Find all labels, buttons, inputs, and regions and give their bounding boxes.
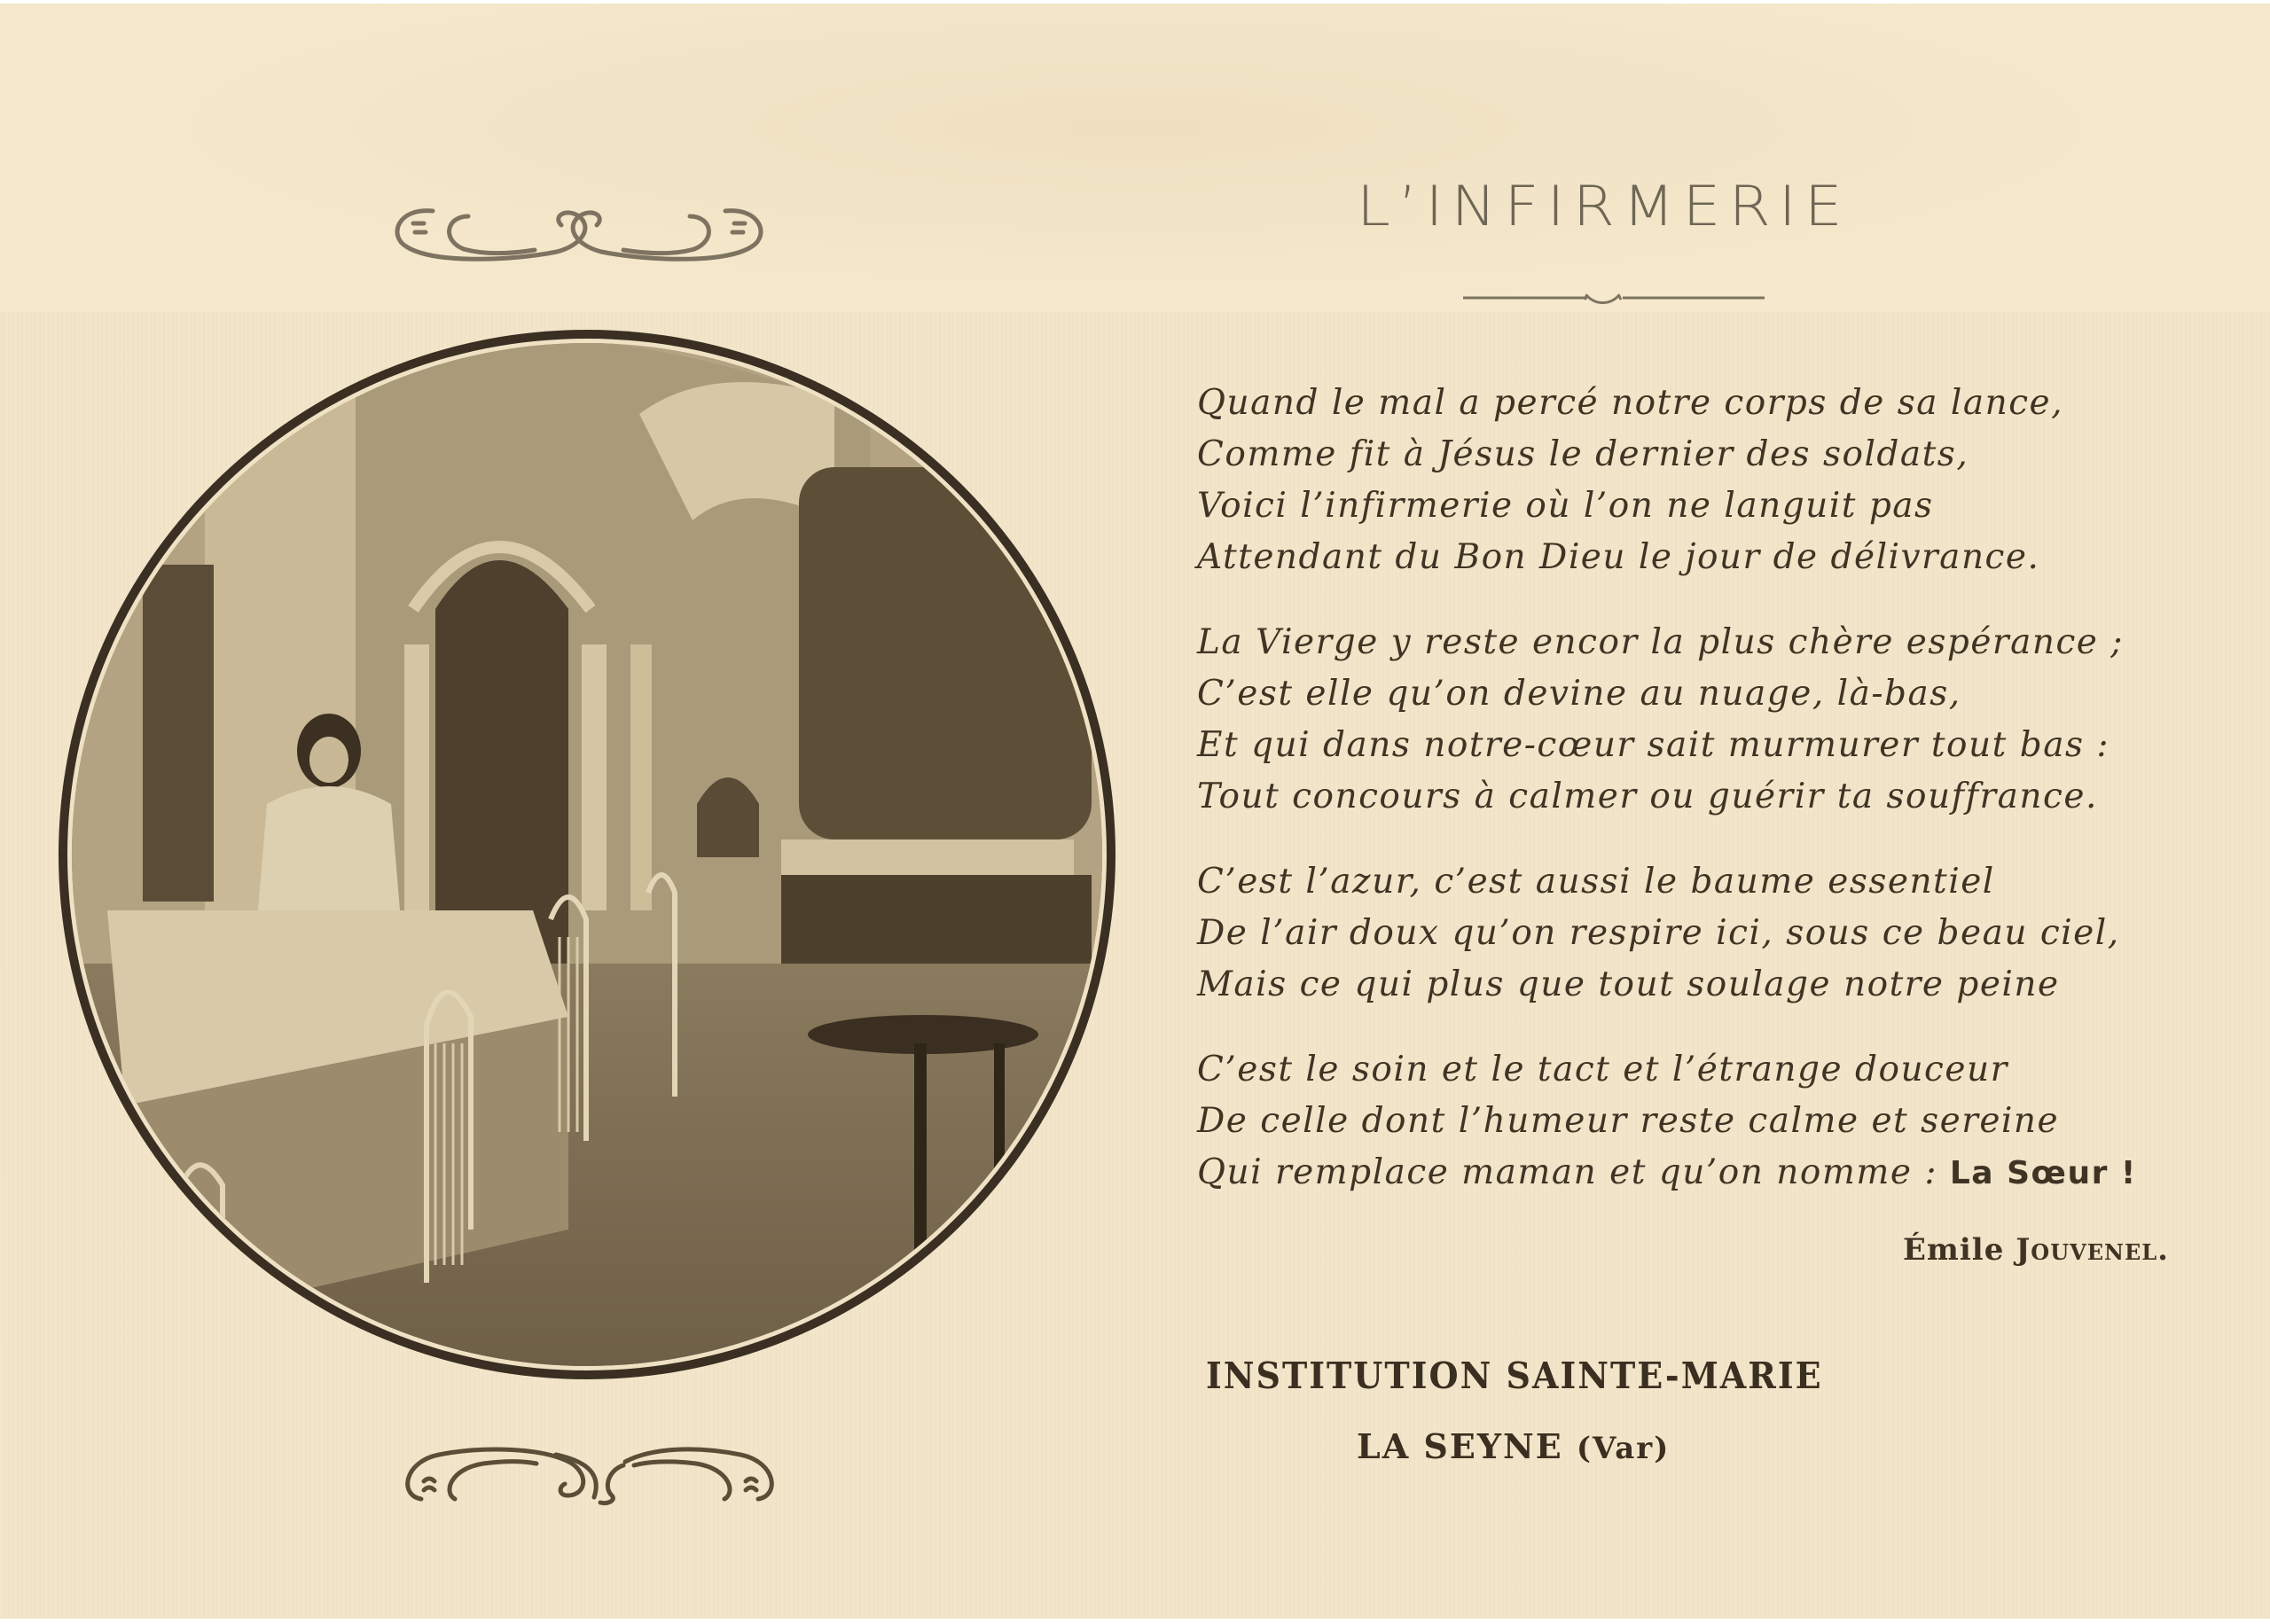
author-last-name: Jouvenel. [2016, 1232, 2169, 1268]
poem-line [1197, 1147, 2217, 1198]
institution-location [1357, 1426, 1670, 1466]
poem-line: La Vierge y reste encor la plus chère espérance ; [1197, 622, 2124, 662]
poem-line: Voici l’infirmerie où l’on ne languit pas [1197, 486, 1934, 526]
postcard-page [0, 4, 2270, 1619]
city-name: LA SEYNE [1357, 1426, 1563, 1466]
flourish-ornament-top-icon [380, 200, 779, 271]
poem-line: Attendant du Bon Dieu le jour de délivrance. [1197, 537, 2040, 577]
poem-stanza-4 [1197, 1044, 2217, 1198]
poem-line: C’est le soin et le tact et l’étrange douceur [1197, 1050, 2008, 1089]
title-underline-ornament-icon [1454, 287, 1773, 312]
poem-line: Quand le mal a percé notre corps de sa lance, [1197, 383, 2064, 423]
header-band [0, 4, 2270, 312]
poem-line: C’est elle qu’on devine au nuage, là-bas, [1197, 674, 1961, 714]
poem-line: Mais ce qui plus que tout soulage notre peine [1197, 964, 2060, 1004]
poem-stanza-3 [1197, 856, 2217, 1011]
poem-line: Tout concours à calmer ou guérir ta souffrance. [1197, 777, 2098, 816]
author-first-name: Émile [1903, 1232, 2005, 1268]
department-name: (Var) [1576, 1431, 1671, 1466]
photo-frame [59, 330, 1115, 1379]
poem-line: Et qui dans notre-cœur sait murmurer tout bas : [1197, 725, 2110, 765]
poem-stanza-2 [1197, 617, 2217, 823]
poem-stanza-1 [1197, 378, 2217, 583]
poem-line-text: Qui remplace maman et qu’on nomme : [1197, 1152, 1950, 1192]
page-title: L’INFIRMERIE [1357, 175, 1851, 239]
poem [1197, 378, 2217, 1232]
poem-line: De celle dont l’humeur reste calme et sereine [1197, 1101, 2060, 1141]
institution-name: INSTITUTION SAINTE-MARIE [1206, 1354, 1823, 1397]
poem-line: De l’air doux qu’on respire ici, sous ce beau ciel, [1197, 913, 2120, 953]
poem-line: C’est l’azur, c’est aussi le baume essentiel [1197, 862, 1995, 902]
flourish-ornament-bottom-icon [395, 1444, 785, 1515]
poem-final-emphasis: La Sœur ! [1949, 1155, 2137, 1191]
author-signature [1903, 1232, 2169, 1268]
poem-line: Comme fit à Jésus le dernier des soldats, [1197, 434, 1969, 474]
infirmary-photo [72, 343, 1102, 1366]
